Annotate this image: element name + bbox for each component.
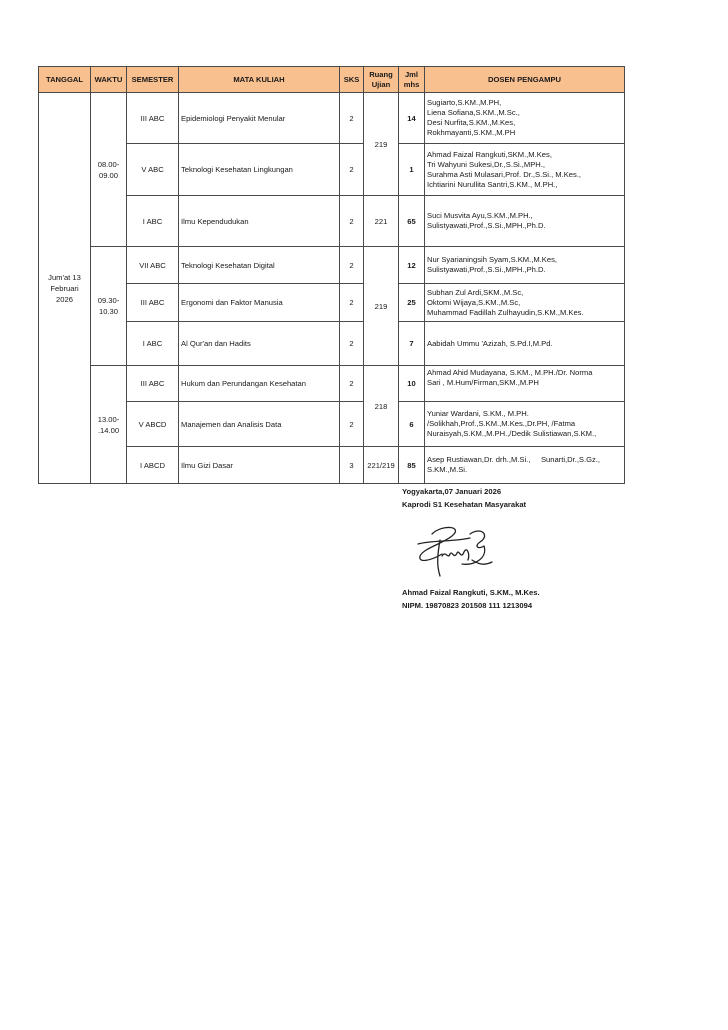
semester-cell: I ABC: [127, 322, 179, 366]
time-slot-cell: 08.00- 09.00: [91, 93, 127, 247]
sks-cell: 2: [340, 247, 364, 284]
table-row: [39, 247, 625, 284]
course-cell: Hukum dan Perundangan Kesehatan: [179, 366, 340, 402]
time-slot-cell: 13.00- .14.00: [91, 366, 127, 484]
student-count-cell: 65: [399, 196, 425, 247]
sks-cell: 2: [340, 196, 364, 247]
table-row: [39, 144, 625, 196]
signer-position: Kaprodi S1 Kesehatan Masyarakat: [402, 500, 527, 509]
place-date: Yogyakarta,07 Januari 2026: [402, 487, 502, 496]
lecturer-cell: Asep Rustiawan,Dr. drh.,M.Si., Sunarti,Dr.,S.Gz., S.KM.,M.Si.: [425, 447, 625, 484]
exam-schedule-table: [38, 66, 625, 484]
table-row: [39, 447, 625, 484]
table-row: [39, 322, 625, 366]
signer-name: Ahmad Faizal Rangkuti, S.KM., M.Kes.: [402, 588, 540, 597]
time-slot-cell: 09.30- 10.30: [91, 247, 127, 366]
student-count-cell: 85: [399, 447, 425, 484]
room-cell: 221/219: [364, 447, 399, 484]
semester-cell: I ABCD: [127, 447, 179, 484]
student-count-cell: 12: [399, 247, 425, 284]
header-semester: SEMESTER: [127, 67, 179, 93]
header-dosen-pengampu: DOSEN PENGAMPU: [425, 67, 625, 93]
course-cell: Al Qur'an dan Hadits: [179, 322, 340, 366]
sks-cell: 2: [340, 284, 364, 322]
semester-cell: V ABCD: [127, 402, 179, 447]
sks-cell: 2: [340, 93, 364, 144]
header-waktu: WAKTU: [91, 67, 127, 93]
semester-cell: V ABC: [127, 144, 179, 196]
signer-block: [402, 586, 540, 612]
lecturer-cell: Ahmad Faizal Rangkuti,SKM.,M.Kes, Tri Wahyuni Sukesi,Dr.,S.Si.,MPH., Surahma Asti Mulasari,Prof. Dr.,S.Si., M.Kes., Ichtiarini Nurullita Santri,S.KM., M.PH.,: [425, 144, 625, 196]
header-ruang-ujian: Ruang Ujian: [364, 67, 399, 93]
lecturer-cell: Sugiarto,S.KM.,M.PH, Liena Sofiana,S.KM.,M.Sc., Desi Nurfita,S.KM.,M.Kes, Rokhmayanti,S.KM.,M.PH: [425, 93, 625, 144]
lecturer-cell: Nur Syarianingsih Syam,S.KM.,M.Kes, Sulistyawati,Prof.,S.Si.,MPH.,Ph.D.: [425, 247, 625, 284]
semester-cell: VII ABC: [127, 247, 179, 284]
semester-cell: I ABC: [127, 196, 179, 247]
lecturer-cell: Subhan Zul Ardi,SKM.,M.Sc, Oktomi Wijaya,S.KM.,M.Sc, Muhammad Fadillah Zulhayudin,S.KM.,M.Kes.: [425, 284, 625, 322]
course-cell: Manajemen dan Analisis Data: [179, 402, 340, 447]
room-cell: 218: [364, 366, 399, 447]
course-cell: Teknologi Kesehatan Lingkungan: [179, 144, 340, 196]
student-count-cell: 10: [399, 366, 425, 402]
student-count-cell: 6: [399, 402, 425, 447]
room-cell: 221: [364, 196, 399, 247]
sks-cell: 3: [340, 447, 364, 484]
table-row: [39, 366, 625, 402]
course-cell: Ilmu Kependudukan: [179, 196, 340, 247]
sks-cell: 2: [340, 366, 364, 402]
lecturer-cell: Suci Musvita Ayu,S.KM.,M.PH., Sulistyawati,Prof.,S.Si.,MPH.,Ph.D.: [425, 196, 625, 247]
signature-block: [402, 485, 526, 511]
table-row: [39, 402, 625, 447]
signer-nipm: NIPM. 19870823 201508 111 1213094: [402, 601, 533, 610]
header-jml-mhs: Jml mhs: [399, 67, 425, 93]
table-row: [39, 284, 625, 322]
sks-cell: 2: [340, 322, 364, 366]
header-tanggal: TANGGAL: [39, 67, 91, 93]
header-mata-kuliah: MATA KULIAH: [179, 67, 340, 93]
student-count-cell: 7: [399, 322, 425, 366]
table-row: [39, 196, 625, 247]
header-sks: SKS: [340, 67, 364, 93]
student-count-cell: 1: [399, 144, 425, 196]
table-row: [39, 93, 625, 144]
lecturer-cell: Ahmad Ahid Mudayana, S.KM., M.PH./Dr. Norma Sari , M.Hum/Firman,SKM.,M.PH: [425, 366, 625, 402]
lecturer-cell: Yuniar Wardani, S.KM., M.PH. /Solikhah,Prof.,S.KM.,M.Kes.,Dr.PH, /Fatma Nuraisyah,S.KM.,M.PH.,/Dedik Sulistiawan,S.KM.,: [425, 402, 625, 447]
course-cell: Teknologi Kesehatan Digital: [179, 247, 340, 284]
course-cell: Ergonomi dan Faktor Manusia: [179, 284, 340, 322]
course-cell: Ilmu Gizi Dasar: [179, 447, 340, 484]
semester-cell: III ABC: [127, 284, 179, 322]
room-cell: 219: [364, 93, 399, 196]
lecturer-cell: Aabidah Ummu 'Azizah, S.Pd.I,M.Pd.: [425, 322, 625, 366]
course-cell: Epidemiologi Penyakit Menular: [179, 93, 340, 144]
sks-cell: 2: [340, 144, 364, 196]
semester-cell: III ABC: [127, 93, 179, 144]
table-header-row: [39, 67, 625, 93]
exam-date-cell: Jum'at 13 Februari 2026: [39, 93, 91, 484]
handwritten-signature-icon: [412, 520, 502, 582]
student-count-cell: 25: [399, 284, 425, 322]
semester-cell: III ABC: [127, 366, 179, 402]
sks-cell: 2: [340, 402, 364, 447]
student-count-cell: 14: [399, 93, 425, 144]
room-cell: 219: [364, 247, 399, 366]
